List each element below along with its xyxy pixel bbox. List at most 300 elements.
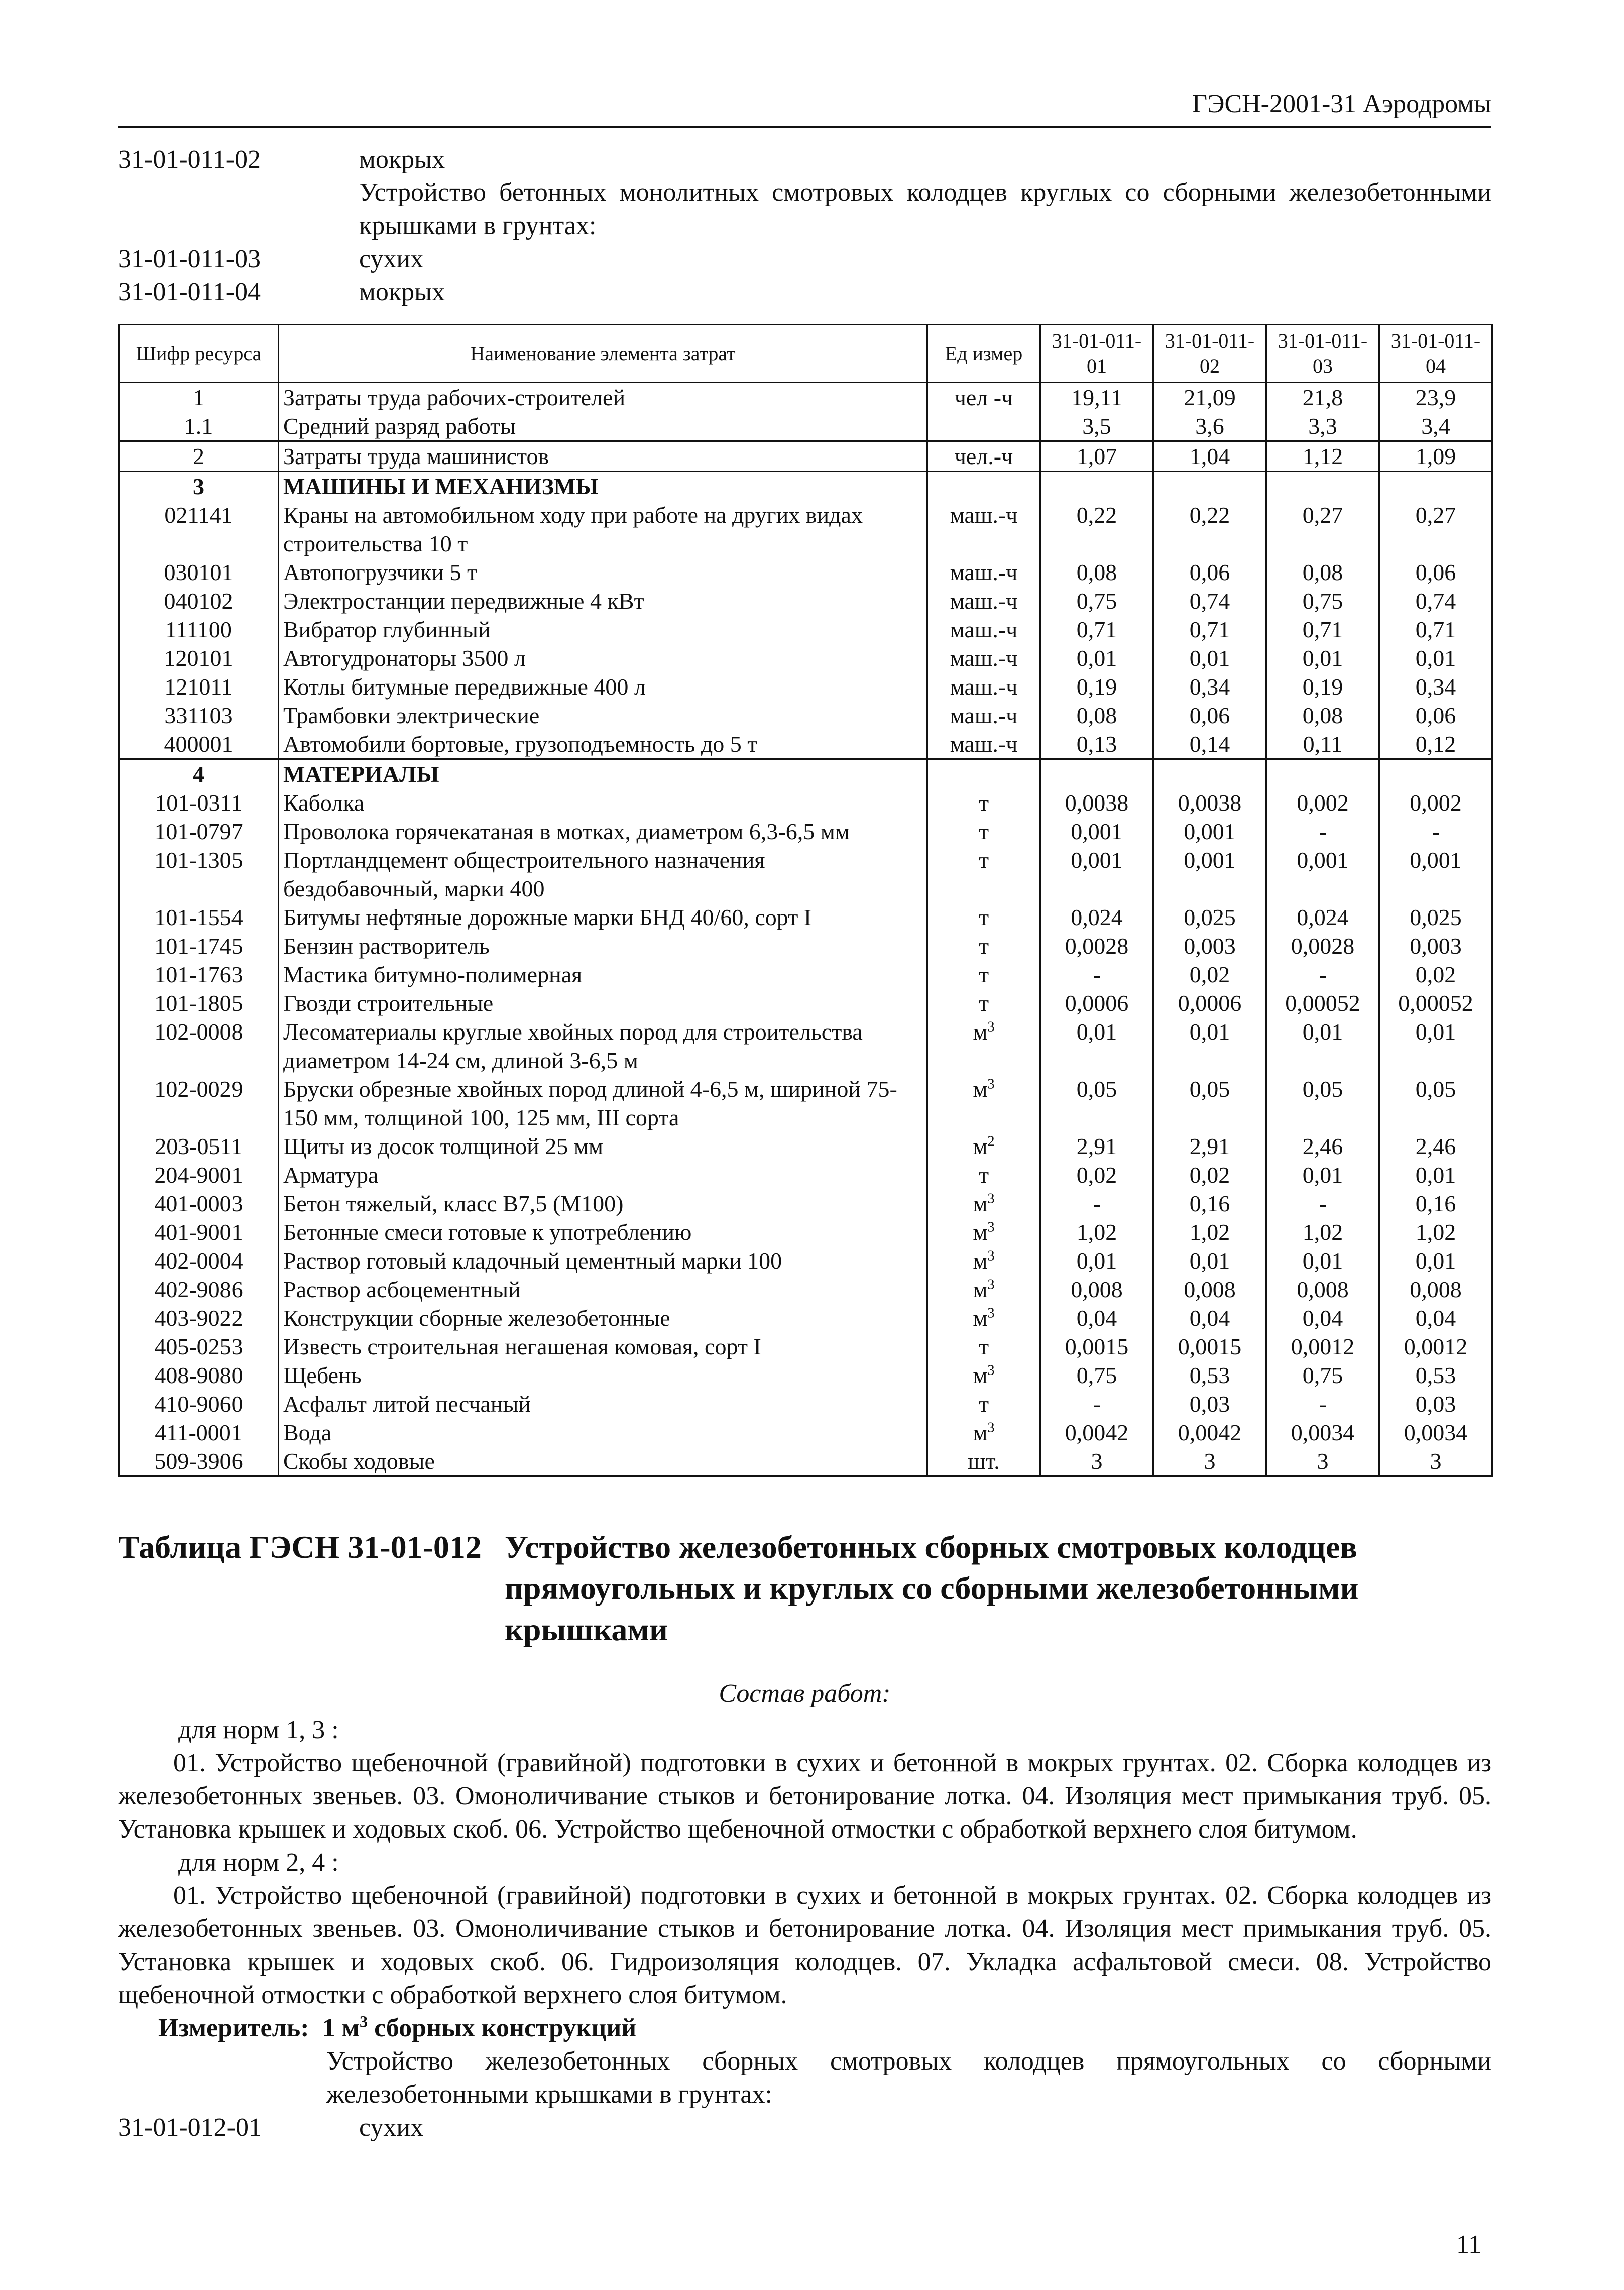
intro-codes	[118, 143, 1491, 309]
resource-name: Электростанции передвижные 4 кВт	[279, 587, 927, 615]
resource-name: Портландцемент общестроительного назначения бездобавочный, марки 400	[279, 846, 927, 903]
resource-unit	[927, 558, 1040, 587]
resource-name: Конструкции сборные железобетонные	[279, 1304, 927, 1332]
norm-value: 0,05	[1379, 1075, 1492, 1132]
norm-text: сухих	[359, 245, 424, 273]
norm-value: 1,02	[1379, 1218, 1492, 1246]
norm-code: 31-01-012-01	[118, 2113, 262, 2142]
unit-text: т	[978, 847, 989, 873]
table-title-lead: Таблица ГЭСН 31-01-012	[118, 1529, 482, 1565]
resource-code: 509-3906	[119, 1447, 279, 1476]
norm-value: 0,12	[1379, 730, 1492, 759]
norm-value: 0,024	[1266, 903, 1379, 932]
resource-name: Каболка	[279, 788, 927, 817]
norm-value: -	[1379, 817, 1492, 846]
unit-text: м	[973, 1076, 988, 1102]
norm-value: 0,05	[1040, 1075, 1153, 1132]
norm-value: 0,71	[1379, 615, 1492, 644]
norm-value: 0,01	[1040, 1017, 1153, 1075]
resource-name: Раствор готовый кладочный цементный марки 100	[279, 1246, 927, 1275]
norm-text: Устройство бетонных монолитных смотровых колодцев круглых со сборными железобетонными крышками в грунтах:	[359, 178, 1491, 240]
resource-name: Щебень	[279, 1361, 927, 1390]
norm-value: 0,53	[1379, 1361, 1492, 1390]
table-row	[119, 672, 1492, 701]
table-row	[119, 788, 1492, 817]
unit-text: м	[973, 1248, 988, 1274]
resource-code: 204-9001	[119, 1161, 279, 1189]
norm-value: 0,01	[1266, 1246, 1379, 1275]
resource-table	[118, 324, 1493, 1477]
table-row	[119, 1332, 1492, 1361]
norm-value: 0,001	[1153, 817, 1266, 846]
resource-code: 021141	[119, 501, 279, 558]
unit-text: т	[978, 790, 989, 816]
table-row	[119, 615, 1492, 644]
norm-value	[1153, 472, 1266, 501]
resource-name: Затраты труда машинистов	[279, 441, 927, 472]
resource-code: 3	[119, 472, 279, 501]
resource-code: 405-0253	[119, 1332, 279, 1361]
unit-text: шт.	[968, 1448, 1000, 1474]
norm-value: -	[1266, 1390, 1379, 1418]
resource-unit	[927, 1361, 1040, 1390]
norm-value: 0,0034	[1379, 1418, 1492, 1447]
code-row	[118, 276, 1491, 309]
norm-value: -	[1266, 817, 1379, 846]
meter-label: Измеритель:	[158, 2014, 309, 2042]
norm-value: 0,008	[1040, 1275, 1153, 1304]
unit-text: т	[978, 1162, 989, 1188]
unit-text: маш.-ч	[950, 674, 1018, 700]
resource-code: 040102	[119, 587, 279, 615]
norm-value: 0,0028	[1266, 932, 1379, 960]
unit-text: т	[978, 962, 989, 987]
norm-value: 0,003	[1153, 932, 1266, 960]
norm-value: 0,001	[1266, 846, 1379, 903]
resource-unit	[927, 730, 1040, 759]
table-row	[119, 1017, 1492, 1075]
unit-exponent: 3	[987, 1019, 995, 1035]
norm-value: 0,002	[1379, 788, 1492, 817]
norm-value: 3,6	[1153, 412, 1266, 441]
table-row	[119, 1418, 1492, 1447]
resource-unit	[927, 1418, 1040, 1447]
unit-text: маш.-ч	[950, 645, 1018, 671]
unit-text: маш.-ч	[950, 703, 1018, 728]
resource-name: Гвозди строительные	[279, 989, 927, 1017]
norm-value: 0,002	[1266, 788, 1379, 817]
norm-value: 3,4	[1379, 412, 1492, 441]
norm-value: 1,12	[1266, 441, 1379, 472]
norm-value: 0,06	[1379, 558, 1492, 587]
resource-unit	[927, 1189, 1040, 1218]
code-row	[118, 143, 1491, 176]
norm-value: -	[1040, 1189, 1153, 1218]
unit-exponent: 3	[987, 1248, 995, 1264]
table-row	[119, 1304, 1492, 1332]
resource-name: Средний разряд работы	[279, 412, 927, 441]
norm-value: 0,02	[1153, 1161, 1266, 1189]
resource-name: МАШИНЫ И МЕХАНИЗМЫ	[279, 472, 927, 501]
norm-value: 0,0012	[1379, 1332, 1492, 1361]
norm-value: 0,04	[1266, 1304, 1379, 1332]
resource-unit	[927, 817, 1040, 846]
norm-value: 0,06	[1153, 701, 1266, 730]
norm-value: 0,11	[1266, 730, 1379, 759]
norm-value: 0,01	[1153, 1017, 1266, 1075]
resource-unit	[927, 1161, 1040, 1189]
resource-unit	[927, 1218, 1040, 1246]
norm-value: 0,001	[1040, 817, 1153, 846]
resource-code: 101-0311	[119, 788, 279, 817]
norm-text: мокрых	[359, 278, 445, 306]
unit-text: маш.-ч	[950, 731, 1018, 757]
norm-value: 0,008	[1379, 1275, 1492, 1304]
norm-value: 3,3	[1266, 412, 1379, 441]
table-row	[119, 817, 1492, 846]
resource-code: 1	[119, 383, 279, 412]
norm-value: 0,01	[1266, 1017, 1379, 1075]
resource-name: Проволока горячекатаная в мотках, диаметром 6,3-6,5 мм	[279, 817, 927, 846]
norm-value: -	[1266, 1189, 1379, 1218]
norm-description: Устройство железобетонных сборных смотровых колодцев прямоугольных со сборными железобетонными крышками в грунтах:	[326, 2047, 1491, 2109]
resource-unit	[927, 672, 1040, 701]
norm-value: 0,01	[1379, 1017, 1492, 1075]
resource-unit	[927, 903, 1040, 932]
norm-value: 0,04	[1040, 1304, 1153, 1332]
table-row	[119, 1361, 1492, 1390]
resource-name: Лесоматериалы круглые хвойных пород для строительства диаметром 14-24 см, длиной 3-6,5 м	[279, 1017, 927, 1075]
norm-value: -	[1040, 960, 1153, 989]
resource-code: 400001	[119, 730, 279, 759]
resource-code: 101-0797	[119, 817, 279, 846]
unit-text: м	[973, 1219, 988, 1245]
norm-value: 0,01	[1379, 1246, 1492, 1275]
norm-value: 0,01	[1153, 644, 1266, 672]
norm-value: 0,0015	[1153, 1332, 1266, 1361]
resource-name: Раствор асбоцементный	[279, 1275, 927, 1304]
norm-value: 21,8	[1266, 383, 1379, 412]
norm-value: 0,04	[1153, 1304, 1266, 1332]
resource-unit	[927, 1132, 1040, 1161]
unit-exponent: 3	[987, 1219, 995, 1235]
norm-value: 0,05	[1266, 1075, 1379, 1132]
norm-value: 0,003	[1379, 932, 1492, 960]
resource-unit	[927, 383, 1040, 412]
resource-name: Вода	[279, 1418, 927, 1447]
norm-value: 0,01	[1040, 644, 1153, 672]
table-row	[119, 903, 1492, 932]
norm-value: 0,00052	[1266, 989, 1379, 1017]
resource-code: 101-1763	[119, 960, 279, 989]
unit-text: т	[978, 990, 989, 1016]
norm-value: 0,27	[1266, 501, 1379, 558]
unit-exponent: 2	[987, 1133, 995, 1150]
norm-value: 0,08	[1266, 558, 1379, 587]
resource-name: Битумы нефтяные дорожные марки БНД 40/60, сорт I	[279, 903, 927, 932]
norm-value: 0,025	[1153, 903, 1266, 932]
resource-code: 331103	[119, 701, 279, 730]
resource-name: Щиты из досок толщиной 25 мм	[279, 1132, 927, 1161]
unit-exponent: 3	[987, 1076, 995, 1092]
section-row	[119, 759, 1492, 789]
resource-unit	[927, 412, 1040, 441]
header-norm-1: 31-01-011-01	[1040, 325, 1153, 383]
norm-value: 0,008	[1266, 1275, 1379, 1304]
resource-code: 102-0029	[119, 1075, 279, 1132]
norm-value: 0,16	[1379, 1189, 1492, 1218]
resource-unit	[927, 1332, 1040, 1361]
resource-unit	[927, 846, 1040, 903]
table-row	[119, 730, 1492, 759]
norm-value: 0,22	[1153, 501, 1266, 558]
resource-code: 120101	[119, 644, 279, 672]
norm-value: 0,01	[1040, 1246, 1153, 1275]
norm-code	[118, 176, 359, 243]
norm-value: 0,22	[1040, 501, 1153, 558]
norm-value: 0,0028	[1040, 932, 1153, 960]
norm-value: 1,09	[1379, 441, 1492, 472]
resource-unit	[927, 1075, 1040, 1132]
norm-value: 21,09	[1153, 383, 1266, 412]
page-number: 11	[1456, 2230, 1482, 2259]
norm-value: 0,27	[1379, 501, 1492, 558]
norm-value: 0,71	[1266, 615, 1379, 644]
unit-text: маш.-ч	[950, 617, 1018, 642]
norm-value: 1,04	[1153, 441, 1266, 472]
norm-value: 0,06	[1153, 558, 1266, 587]
meter-line	[158, 2012, 1491, 2045]
resource-code: 102-0008	[119, 1017, 279, 1075]
header-name: Наименование элемента затрат	[279, 325, 927, 383]
resource-name: Асфальт литой песчаный	[279, 1390, 927, 1418]
resource-name: Арматура	[279, 1161, 927, 1189]
norm-value: 0,13	[1040, 730, 1153, 759]
norm-value: 0,19	[1266, 672, 1379, 701]
unit-text: м	[973, 1305, 988, 1331]
resource-name: Краны на автомобильном ходу при работе на других видах строительства 10 т	[279, 501, 927, 558]
norm-value: 0,01	[1379, 644, 1492, 672]
table-title-rest: Устройство железобетонных сборных смотровых колодцев прямоугольных и круглых со сборными железобетонными крышками	[505, 1529, 1359, 1647]
resource-unit	[927, 441, 1040, 472]
resource-unit	[927, 1304, 1040, 1332]
norm-value: 0,001	[1153, 846, 1266, 903]
unit-exponent: 3	[987, 1277, 995, 1293]
table-body	[119, 383, 1492, 1476]
norm-code: 31-01-011-04	[118, 278, 261, 306]
norm-value: 3	[1379, 1447, 1492, 1476]
norm-value: 0,0038	[1040, 788, 1153, 817]
table-row	[119, 1075, 1492, 1132]
norm-value	[1266, 759, 1379, 789]
code-row	[118, 176, 1491, 243]
resource-name: Затраты труда рабочих-строителей	[279, 383, 927, 412]
unit-text: чел -ч	[954, 385, 1013, 410]
norm-value: 2,46	[1379, 1132, 1492, 1161]
resource-unit	[927, 759, 1040, 789]
unit-text: м	[973, 1277, 988, 1302]
header-norm-3: 31-01-011-03	[1266, 325, 1379, 383]
unit-text: т	[978, 1391, 989, 1417]
composition-label: для норм 1, 3 :	[178, 1715, 339, 1744]
norm-value: 2,91	[1153, 1132, 1266, 1161]
resource-unit	[927, 932, 1040, 960]
resource-code: 101-1305	[119, 846, 279, 903]
norm-value: 0,34	[1153, 672, 1266, 701]
resource-unit	[927, 501, 1040, 558]
norm-code: 31-01-011-03	[118, 245, 261, 273]
norm-value: 0,03	[1379, 1390, 1492, 1418]
table-row	[119, 1390, 1492, 1418]
resource-unit	[927, 1246, 1040, 1275]
norm-value: 0,024	[1040, 903, 1153, 932]
resource-name: Скобы ходовые	[279, 1447, 927, 1476]
norm-code: 31-01-011-02	[118, 145, 261, 174]
code-row	[118, 243, 1491, 276]
composition-text: 01. Устройство щебеночной (гравийной) подготовки в сухих и бетонной в мокрых грунтах. 02. Сборка колодцев из железобетонных звеньев. 03. Омоноличивание стыков и бетонирование лотка. 04. Изоляция мест примыкания труб. 05. Установка крышек и ходовых скоб. 06. Гидроизоляция колодцев. 07. Укладка асфальтовой смеси. 08. Устройство щебеночной отмостки с обработкой верхнего слоя битумом.	[118, 1881, 1491, 2009]
table-row	[119, 412, 1492, 441]
table-row	[119, 1189, 1492, 1218]
norm-text: сухих	[359, 2113, 424, 2142]
norm-value	[1040, 472, 1153, 501]
table-row	[119, 1246, 1492, 1275]
norm-value: 19,11	[1040, 383, 1153, 412]
resource-code: 111100	[119, 615, 279, 644]
table-row	[119, 587, 1492, 615]
norm-value: 0,01	[1266, 1161, 1379, 1189]
resource-code: 402-0004	[119, 1246, 279, 1275]
norm-value: 0,06	[1379, 701, 1492, 730]
composition-label: для норм 2, 4 :	[178, 1848, 339, 1877]
norm-value: 0,74	[1153, 587, 1266, 615]
norm-value: 0,71	[1040, 615, 1153, 644]
norm-value: 0,75	[1040, 587, 1153, 615]
table-row	[119, 644, 1492, 672]
norm-value: 0,03	[1153, 1390, 1266, 1418]
norm-value: 0,04	[1379, 1304, 1492, 1332]
unit-text: т	[978, 904, 989, 930]
norm-value: -	[1040, 1390, 1153, 1418]
norm-value: 0,0006	[1040, 989, 1153, 1017]
section-row	[119, 472, 1492, 501]
norm-value: 0,14	[1153, 730, 1266, 759]
norm-value: 3	[1266, 1447, 1379, 1476]
resource-name: Котлы битумные передвижные 400 л	[279, 672, 927, 701]
norm-value: 0,74	[1379, 587, 1492, 615]
resource-code: 401-0003	[119, 1189, 279, 1218]
resource-unit	[927, 472, 1040, 501]
table-row	[119, 701, 1492, 730]
resource-code: 403-9022	[119, 1304, 279, 1332]
resource-code: 121011	[119, 672, 279, 701]
resource-code: 411-0001	[119, 1418, 279, 1447]
norm-value: 0,75	[1266, 587, 1379, 615]
norm-value: 0,01	[1266, 644, 1379, 672]
norm-value: 0,53	[1153, 1361, 1266, 1390]
resource-name: Трамбовки электрические	[279, 701, 927, 730]
norm-value: 0,71	[1153, 615, 1266, 644]
resource-code: 401-9001	[119, 1218, 279, 1246]
resource-name: Бетон тяжелый, класс В7,5 (М100)	[279, 1189, 927, 1218]
norm-value	[1040, 759, 1153, 789]
table-row	[119, 1161, 1492, 1189]
resource-code: 101-1745	[119, 932, 279, 960]
unit-text: т	[978, 819, 989, 844]
resource-unit	[927, 1017, 1040, 1075]
resource-unit	[927, 701, 1040, 730]
norm-value: 3	[1040, 1447, 1153, 1476]
resource-code: 2	[119, 441, 279, 472]
resource-name: МАТЕРИАЛЫ	[279, 759, 927, 789]
norm-value: 0,00052	[1379, 989, 1492, 1017]
norm-value: 0,0042	[1040, 1418, 1153, 1447]
resource-code: 030101	[119, 558, 279, 587]
unit-text: чел.-ч	[954, 443, 1013, 469]
table-row	[119, 960, 1492, 989]
unit-text: м	[973, 1362, 988, 1388]
composition-heading: Состав работ:	[719, 1679, 891, 1708]
norm-value: 0,025	[1379, 903, 1492, 932]
code-row	[118, 2111, 1491, 2144]
resource-code: 1.1	[119, 412, 279, 441]
resource-unit	[927, 1390, 1040, 1418]
norm-text: мокрых	[359, 145, 445, 174]
table-row	[119, 846, 1492, 903]
unit-text: т	[978, 933, 989, 959]
norm-value: 0,19	[1040, 672, 1153, 701]
resource-unit	[927, 960, 1040, 989]
resource-code: 101-1554	[119, 903, 279, 932]
resource-unit	[927, 587, 1040, 615]
table-row	[119, 441, 1492, 472]
norm-value: 0,001	[1040, 846, 1153, 903]
resource-name: Автогудронаторы 3500 л	[279, 644, 927, 672]
resource-unit	[927, 644, 1040, 672]
resource-code: 402-9086	[119, 1275, 279, 1304]
unit-exponent: 3	[987, 1362, 995, 1379]
header-norm-4: 31-01-011-04	[1379, 325, 1492, 383]
meter-rest: сборных конструкций	[374, 2014, 637, 2042]
unit-text: м	[973, 1420, 988, 1445]
norm-value: 0,0006	[1153, 989, 1266, 1017]
unit-text: т	[978, 1334, 989, 1359]
resource-unit	[927, 615, 1040, 644]
norm-value: 0,08	[1040, 701, 1153, 730]
resource-unit	[927, 1447, 1040, 1476]
norm-value: 0,0034	[1266, 1418, 1379, 1447]
unit-text: маш.-ч	[950, 502, 1018, 528]
table-row	[119, 383, 1492, 412]
header-code: Шифр ресурса	[119, 325, 279, 383]
resource-unit	[927, 1275, 1040, 1304]
table-title	[118, 1527, 1491, 1650]
unit-text: маш.-ч	[950, 588, 1018, 614]
meter-value: 1 м	[322, 2014, 360, 2042]
resource-name: Бензин растворитель	[279, 932, 927, 960]
norm-value	[1379, 472, 1492, 501]
resource-name: Вибратор глубинный	[279, 615, 927, 644]
resource-code: 408-9080	[119, 1361, 279, 1390]
unit-text: м	[973, 1133, 988, 1159]
resource-name: Бруски обрезные хвойных пород длиной 4-6,5 м, шириной 75-150 мм, толщиной 100, 125 мм, III сорта	[279, 1075, 927, 1132]
table-row	[119, 1218, 1492, 1246]
norm-value: 0,001	[1379, 846, 1492, 903]
resource-name: Известь строительная негашеная комовая, сорт I	[279, 1332, 927, 1361]
norm-value	[1153, 759, 1266, 789]
unit-text: м	[973, 1019, 988, 1045]
norm-value: 0,75	[1266, 1361, 1379, 1390]
norm-value: 0,0012	[1266, 1332, 1379, 1361]
